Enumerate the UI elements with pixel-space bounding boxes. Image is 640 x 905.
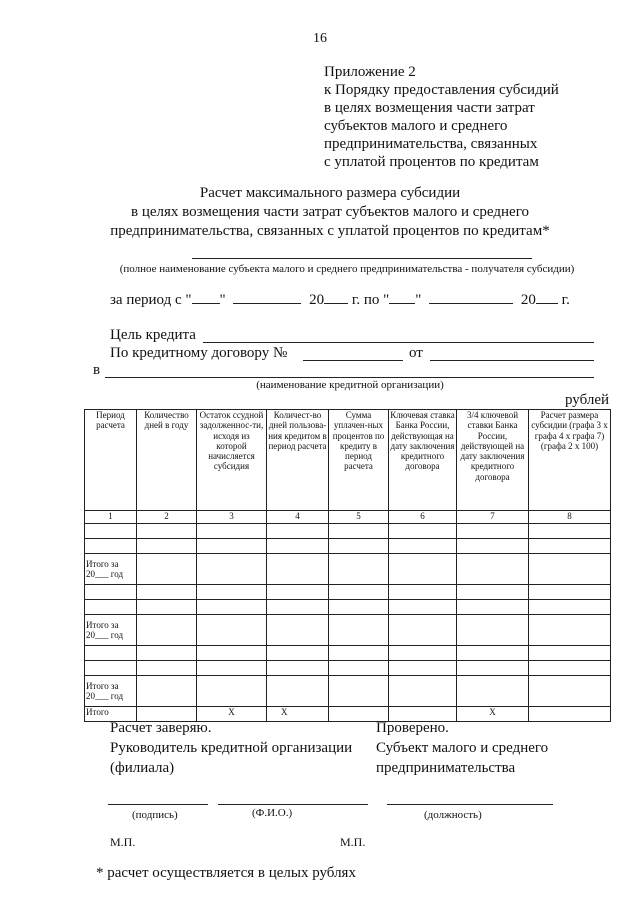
period-month-to-field bbox=[429, 303, 513, 304]
recipient-caption: (полное наименование субъекта малого и среднего предпринимательства - получателя субсидии) bbox=[119, 263, 575, 275]
period-year-to-prefix: 20 bbox=[520, 292, 536, 308]
subtotal-label bbox=[85, 615, 137, 646]
currency-label: рублей bbox=[565, 392, 610, 408]
contract-from-label: от bbox=[409, 345, 423, 361]
certifier-line: Расчет заверяю. bbox=[110, 720, 212, 736]
period-prefix: за период с " bbox=[110, 292, 192, 308]
total-label: Итого bbox=[85, 707, 137, 722]
column-number: 3 bbox=[197, 511, 267, 524]
signature-line bbox=[108, 804, 208, 805]
period-year-from-prefix: 20 bbox=[309, 292, 325, 308]
signature-caption: (подпись) bbox=[132, 809, 178, 821]
verifier-line: Субъект малого и среднего bbox=[376, 740, 549, 756]
period-end: г. bbox=[561, 292, 570, 308]
appendix-block bbox=[324, 63, 559, 171]
period-month-from-field bbox=[233, 303, 301, 304]
header-cell: Сумма уплачен-ных процентов по кредиту в период расчета bbox=[329, 410, 389, 511]
contract-label: По кредитному договору № bbox=[110, 345, 288, 361]
stamp-place-right: М.П. bbox=[340, 835, 366, 849]
contract-number-field bbox=[303, 360, 403, 361]
column-number: 1 bbox=[85, 511, 137, 524]
bank-caption: (наименование кредитной организации) bbox=[256, 379, 444, 391]
period-row bbox=[110, 292, 570, 309]
table-row bbox=[85, 524, 611, 539]
period-day-from-field bbox=[192, 303, 220, 304]
header-cell: Остаток ссудной задолженнос-ти, исходя из которой начисляется субсидия bbox=[197, 410, 267, 511]
title-line: предпринимательства, связанных с уплатой процентов по кредитам* bbox=[110, 223, 550, 239]
purpose-field bbox=[203, 342, 594, 343]
table-row bbox=[85, 585, 611, 600]
appendix-line: Приложение 2 bbox=[324, 64, 416, 80]
column-number: 2 bbox=[137, 511, 197, 524]
verifier-line: предпринимательства bbox=[376, 760, 516, 776]
stamp-place-left: М.П. bbox=[110, 835, 136, 849]
column-number: 8 bbox=[529, 511, 611, 524]
column-number: 7 bbox=[457, 511, 529, 524]
header-cell: Период расчета bbox=[85, 410, 137, 511]
subtotal-row bbox=[85, 615, 611, 646]
subtotal-label-line: Итого за bbox=[86, 680, 119, 691]
bank-name-field bbox=[105, 377, 594, 378]
x-mark: X bbox=[457, 707, 529, 722]
appendix-line: предпринимательства, связанных bbox=[324, 136, 538, 152]
subsidy-calculation-table bbox=[84, 409, 611, 722]
position-caption: (должность) bbox=[424, 809, 482, 821]
certifier-line: Руководитель кредитной организации bbox=[110, 740, 353, 756]
subtotal-label-line: 20___ год bbox=[86, 569, 124, 579]
period-mid: г. по " bbox=[351, 292, 390, 308]
x-mark: X bbox=[267, 707, 329, 722]
subtotal-row bbox=[85, 554, 611, 585]
subtotal-label bbox=[85, 554, 137, 585]
certifier-line: (филиала) bbox=[110, 760, 175, 776]
column-number-row bbox=[85, 511, 611, 524]
period-year-to-field bbox=[536, 303, 558, 304]
certifier-block bbox=[110, 718, 352, 778]
verifier-line: Проверено. bbox=[376, 720, 449, 736]
contract-date-field bbox=[430, 360, 594, 361]
position-line bbox=[387, 804, 553, 805]
page-number: 16 bbox=[313, 31, 327, 46]
appendix-line: в целях возмещения части затрат bbox=[324, 100, 535, 116]
subtotal-row bbox=[85, 676, 611, 707]
header-cell: Количест-во дней пользова-ния кредитом в период расчета bbox=[267, 410, 329, 511]
header-cell: Ключевая ставка Банка России, действующая на дату заключения кредитного договора bbox=[389, 410, 457, 511]
appendix-line: субъектов малого и среднего bbox=[324, 118, 508, 134]
purpose-label: Цель кредита bbox=[110, 327, 196, 343]
period-day-to-field bbox=[389, 303, 415, 304]
fio-line bbox=[218, 804, 368, 805]
header-cell: 3/4 ключевой ставки Банка России, действующей на дату заключения кредитного договора bbox=[457, 410, 529, 511]
verifier-block bbox=[376, 718, 548, 778]
column-number: 5 bbox=[329, 511, 389, 524]
appendix-line: с уплатой процентов по кредитам bbox=[324, 154, 539, 170]
header-cell: Расчет размера субсидии (графа 3 х графа 4 х графа 7) (графа 2 х 100) bbox=[529, 410, 611, 511]
period-quote: " bbox=[415, 292, 422, 308]
subtotal-label-line: Итого за bbox=[86, 558, 119, 569]
recipient-name-line bbox=[192, 258, 532, 259]
x-mark: X bbox=[197, 707, 267, 722]
subtotal-label-line: 20___ год bbox=[86, 691, 124, 701]
subtotal-label-line: 20___ год bbox=[86, 630, 124, 640]
period-year-from-field bbox=[324, 303, 348, 304]
footnote: * расчет осуществляется в целых рублях bbox=[96, 865, 356, 881]
table-row bbox=[85, 661, 611, 676]
table-row bbox=[85, 600, 611, 615]
subtotal-label-line: Итого за bbox=[86, 619, 119, 630]
title-line: в целях возмещения части затрат субъектов малого и среднего bbox=[130, 204, 529, 220]
bank-prefix: в bbox=[93, 362, 101, 378]
column-number: 4 bbox=[267, 511, 329, 524]
column-number: 6 bbox=[389, 511, 457, 524]
title-line: Расчет максимального размера субсидии bbox=[199, 185, 461, 201]
appendix-line: к Порядку предоставления субсидий bbox=[324, 82, 559, 98]
header-cell: Количество дней в году bbox=[137, 410, 197, 511]
subtotal-label bbox=[85, 676, 137, 707]
period-quote: " bbox=[219, 292, 226, 308]
table-row bbox=[85, 539, 611, 554]
document-title bbox=[60, 184, 600, 241]
fio-caption: (Ф.И.О.) bbox=[252, 807, 293, 819]
table-header-row bbox=[85, 410, 611, 511]
table-row bbox=[85, 646, 611, 661]
